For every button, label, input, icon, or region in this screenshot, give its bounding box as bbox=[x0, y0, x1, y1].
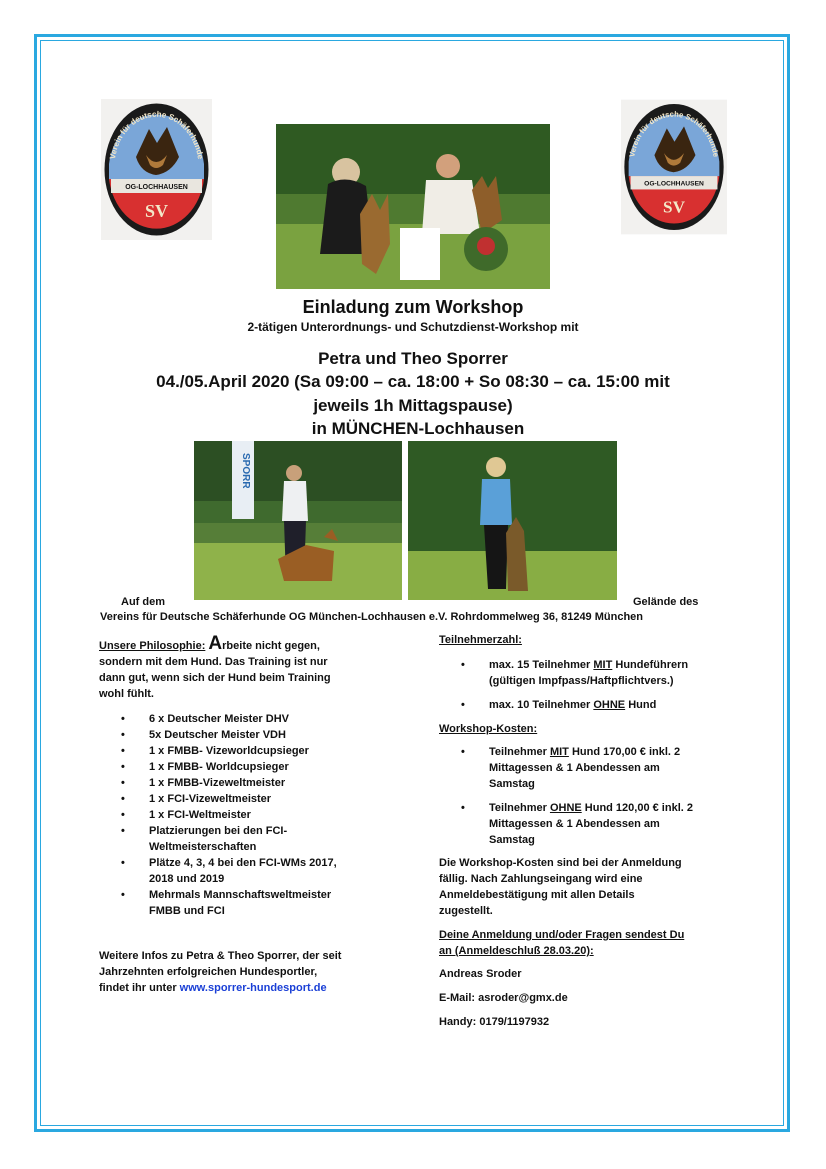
venue-gelande: Gelände des bbox=[633, 596, 699, 608]
achievement-text: • Mehrmals Mannschaftsweltmeister bbox=[149, 889, 332, 901]
website-link[interactable]: www.sporrer-hundesport.de bbox=[179, 982, 327, 994]
contact-heading bbox=[439, 927, 769, 959]
contact-heading-line: an (Anmeldeschluß 28.03.20): bbox=[439, 945, 594, 957]
achievement-text: • 1 x FMBB-Vizeweltmeister bbox=[149, 777, 286, 789]
more-info-line-1: Weitere Infos zu Petra & Theo Sporrer, der seit bbox=[99, 950, 342, 962]
contact-phone: Handy: 0179/1197932 bbox=[439, 1016, 550, 1028]
philosophy-text-3: dann gut, wenn sich der Hund beim Training bbox=[99, 672, 331, 684]
more-info-prefix: findet ihr unter bbox=[99, 982, 180, 994]
costs-text: Samstag bbox=[489, 834, 535, 846]
club-logo-right bbox=[621, 99, 727, 235]
costs-ohne: OHNE bbox=[549, 802, 582, 814]
costs-note-line: fällig. Nach Zahlungseingang wird eine bbox=[439, 873, 643, 885]
achievement-item bbox=[121, 855, 401, 887]
costs-note-line: zugestellt. bbox=[439, 905, 493, 917]
achievements-list bbox=[121, 711, 401, 919]
contact-heading-line: Deine Anmeldung und/oder Fragen sendest Du bbox=[439, 929, 685, 941]
achievement-item bbox=[121, 711, 401, 727]
participants-item-mit bbox=[461, 657, 761, 689]
achievement-item bbox=[121, 727, 401, 743]
costs-list bbox=[461, 744, 761, 848]
workshop-title: Einladung zum Workshop bbox=[302, 297, 524, 317]
achievement-text: • Platzierungen bei den FCI- bbox=[149, 825, 288, 837]
svg-text:OG-LOCHHAUSEN: OG-LOCHHAUSEN bbox=[644, 180, 704, 188]
costs-text: Mittagessen & 1 Abendessen am bbox=[489, 818, 660, 830]
more-info-line-2: Jahrzehnten erfolgreichen Hundesportler, bbox=[99, 966, 318, 978]
contact-email[interactable]: E-Mail: asroder@gmx.de bbox=[439, 992, 568, 1004]
achievement-item bbox=[121, 791, 401, 807]
contact-name: Andreas Sroder bbox=[439, 968, 522, 980]
costs-text: Samstag bbox=[489, 778, 535, 790]
achievement-item bbox=[121, 807, 401, 823]
svg-text:OG-LOCHHAUSEN: OG-LOCHHAUSEN bbox=[125, 184, 188, 191]
costs-text: Teilnehmer bbox=[489, 802, 550, 814]
participants-item-ohne bbox=[461, 697, 761, 713]
svg-text:SV: SV bbox=[663, 197, 685, 217]
photo-man-with-dog bbox=[194, 441, 402, 600]
more-info-block bbox=[99, 948, 399, 996]
date-line-2: jeweils 1h Mittagspause) bbox=[313, 396, 513, 415]
achievement-item bbox=[121, 887, 401, 919]
participants-mit: MIT bbox=[593, 659, 613, 671]
svg-text:Verein für deutsche Schäferhun: Verein für deutsche Schäferhunde bbox=[107, 109, 206, 160]
venue-address: Vereins für Deutsche Schäferhunde OG München-Lochhausen e.V. Rohrdommelweg 36, 81249 München bbox=[100, 611, 644, 623]
achievement-text: • 1 x FMBB- Worldcupsieger bbox=[149, 761, 289, 773]
costs-note-line: Die Workshop-Kosten sind bei der Anmeldung bbox=[439, 857, 682, 869]
achievement-text: Weltmeisterschaften bbox=[149, 841, 257, 853]
costs-item-ohne bbox=[461, 800, 761, 848]
trainer-names: Petra und Theo Sporrer bbox=[318, 349, 508, 368]
achievement-text: 2018 und 2019 bbox=[149, 873, 225, 885]
participants-list bbox=[461, 657, 761, 713]
philosophy-text-4: wohl fühlt. bbox=[99, 688, 154, 700]
costs-text: Mittagessen & 1 Abendessen am bbox=[489, 762, 660, 774]
achievement-text: • 5x Deutscher Meister VDH bbox=[149, 729, 286, 741]
costs-text: Hund 120,00 € inkl. 2 bbox=[581, 802, 693, 814]
philosophy-big-letter: A bbox=[208, 633, 223, 654]
achievement-item bbox=[121, 759, 401, 775]
banner-text: SPORR bbox=[240, 453, 251, 489]
costs-item-mit bbox=[461, 744, 761, 792]
costs-heading: Workshop-Kosten: bbox=[439, 723, 538, 735]
philosophy-block bbox=[99, 633, 399, 702]
costs-mit: MIT bbox=[549, 746, 569, 758]
svg-text:SV: SV bbox=[144, 201, 169, 221]
achievement-text: • 1 x FCI-Vizeweltmeister bbox=[149, 793, 272, 805]
costs-note-line: Anmeldebestätigung mit allen Details bbox=[439, 889, 635, 901]
participants-ohne: OHNE bbox=[593, 699, 626, 711]
top-photo bbox=[276, 124, 550, 289]
philosophy-text-2: sondern mit dem Hund. Das Training ist nur bbox=[99, 656, 328, 668]
participants-heading: Teilnehmerzahl: bbox=[439, 634, 522, 646]
participants-text: Hundeführern bbox=[612, 659, 689, 671]
achievement-item bbox=[121, 823, 401, 855]
venue-auf-dem: Auf dem bbox=[121, 596, 165, 608]
achievement-text: FMBB und FCI bbox=[149, 905, 225, 917]
location: in MÜNCHEN-Lochhausen bbox=[311, 419, 525, 438]
participants-text: max. 10 Teilnehmer bbox=[489, 699, 594, 711]
costs-text: Hund 170,00 € inkl. 2 bbox=[568, 746, 681, 758]
svg-text:Verein für deutsche Schäferhun: Verein für deutsche Schäferhunde bbox=[627, 109, 721, 158]
achievement-text: • 1 x FMBB- Vizeworldcupsieger bbox=[149, 745, 309, 757]
costs-text: Teilnehmer bbox=[489, 746, 550, 758]
achievement-item bbox=[121, 775, 401, 791]
achievement-text: • 1 x FCI-Weltmeister bbox=[149, 809, 251, 821]
photo-woman-with-dog bbox=[408, 441, 617, 600]
workshop-subtitle: 2-tätigen Unterordnungs- und Schutzdienst-Workshop mit bbox=[247, 320, 579, 334]
achievement-text: • 6 x Deutscher Meister DHV bbox=[149, 713, 289, 725]
date-line-1: 04./05.April 2020 (Sa 09:00 – ca. 18:00 + So 08:30 – ca. 15:00 mit bbox=[156, 372, 670, 391]
club-logo-left bbox=[101, 99, 212, 240]
philosophy-label: Unsere Philosophie: bbox=[99, 640, 206, 652]
achievement-item bbox=[121, 743, 401, 759]
participants-text: (gültigen Impfpass/Haftpflichtvers.) bbox=[489, 675, 674, 687]
participants-text: max. 15 Teilnehmer bbox=[489, 659, 594, 671]
achievement-text: • Plätze 4, 3, 4 bei den FCI-WMs 2017, bbox=[149, 857, 337, 869]
participants-text: Hund bbox=[625, 699, 657, 711]
costs-note bbox=[439, 855, 759, 919]
philosophy-text-1: rbeite nicht gegen, bbox=[222, 640, 320, 652]
